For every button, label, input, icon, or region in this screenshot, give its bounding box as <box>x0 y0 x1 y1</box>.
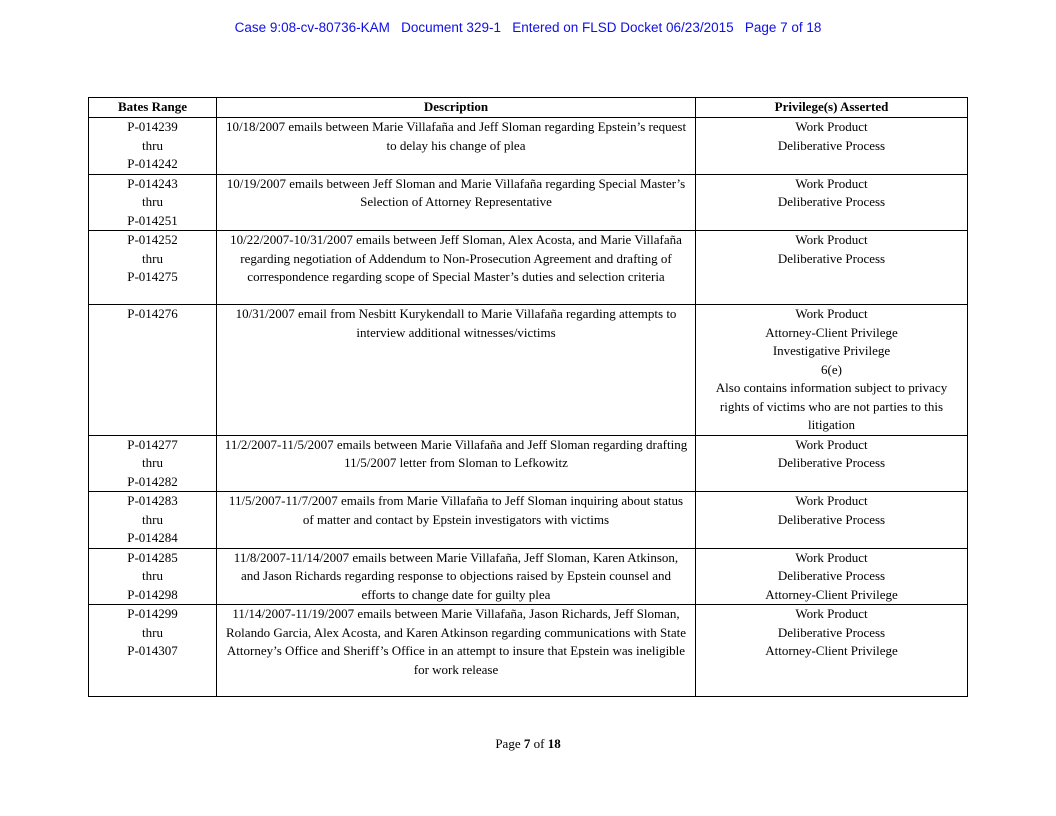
bates-line: P-014275 <box>127 269 178 284</box>
column-header-bates-range: Bates Range <box>89 98 217 118</box>
description-cell: 11/5/2007-11/7/2007 emails from Marie Villafaña to Jeff Sloman inquiring about status of matter and contact by Epstein investigators with victims <box>217 492 696 549</box>
bates-line: thru <box>142 624 163 640</box>
privilege-item: 6(e) <box>821 361 842 377</box>
bates-range-cell <box>89 492 217 549</box>
bates-range-cell <box>89 435 217 492</box>
footer-current-page: 7 <box>523 736 531 751</box>
footer-page-label: Page <box>495 736 524 751</box>
privilege-item: Deliberative Process <box>777 455 886 470</box>
bates-line: thru <box>142 511 163 527</box>
bates-range-cell <box>89 231 217 305</box>
privileges-cell <box>696 435 968 492</box>
bates-range-cell <box>89 174 217 231</box>
bates-line: P-014282 <box>127 473 178 489</box>
privilege-item: Deliberative Process <box>777 511 886 527</box>
description-cell: 10/19/2007 emails between Jeff Sloman and Marie Villafaña regarding Special Master’s Selection of Attorney Representative <box>217 174 696 231</box>
privilege-item: Work Product <box>795 232 868 247</box>
bates-line: P-014239 <box>127 119 178 134</box>
table-header-row <box>89 98 968 118</box>
bates-line: P-014276 <box>127 306 178 321</box>
ecf-case-stamp: Case 9:08-cv-80736-KAM Document 329-1 Entered on FLSD Docket 06/23/2015 Page 7 of 18 <box>234 20 822 35</box>
bates-line: P-014243 <box>127 175 178 191</box>
privilege-item: Work Product <box>795 549 868 565</box>
privilege-item: Work Product <box>795 306 868 321</box>
bates-line: P-014242 <box>127 156 178 171</box>
table-row <box>89 435 968 492</box>
table-row <box>89 605 968 697</box>
privilege-item: Work Product <box>795 119 868 134</box>
privilege-item: Work Product <box>795 493 868 508</box>
privilege-item: Also contains information subject to privacy rights of victims who are not parties to this litigation <box>715 380 948 432</box>
privileges-cell <box>696 605 968 697</box>
footer-of-label: of <box>530 736 548 751</box>
bates-line: thru <box>142 194 163 209</box>
description-cell: 11/2/2007-11/5/2007 emails between Marie Villafaña and Jeff Sloman regarding drafting 11/5/2007 letter from Sloman to Lefkowitz <box>217 435 696 492</box>
bates-line: P-014284 <box>127 530 178 545</box>
privileges-cell <box>696 548 968 605</box>
bates-line: P-014285 <box>127 549 178 565</box>
privileges-cell <box>696 305 968 436</box>
footer-total-pages: 18 <box>547 736 561 751</box>
table-row <box>89 492 968 549</box>
privilege-log-table <box>88 97 968 697</box>
bates-line: thru <box>142 250 163 266</box>
privilege-item: Work Product <box>795 606 868 621</box>
privilege-item: Deliberative Process <box>777 137 886 153</box>
table-row <box>89 548 968 605</box>
table-row <box>89 231 968 305</box>
privileges-cell <box>696 231 968 305</box>
bates-line: P-014251 <box>127 212 178 228</box>
description-cell: 11/8/2007-11/14/2007 emails between Marie Villafaña, Jeff Sloman, Karen Atkinson, and Jason Richards regarding response to objections raised by Epstein counsel and efforts to change date for guilty plea <box>217 548 696 605</box>
privilege-item: Work Product <box>795 436 868 452</box>
privilege-item: Attorney-Client Privilege <box>765 324 898 340</box>
bates-line: P-014252 <box>127 232 178 247</box>
privilege-table-body <box>89 118 968 697</box>
column-header-privileges-asserted: Privilege(s) Asserted <box>696 98 968 118</box>
privilege-item: Investigative Privilege <box>772 343 891 358</box>
table-row <box>89 174 968 231</box>
privilege-item: Deliberative Process <box>777 250 886 266</box>
privilege-item: Deliberative Process <box>777 194 886 209</box>
bates-line: thru <box>142 137 163 153</box>
bates-line: P-014299 <box>127 606 178 621</box>
privilege-item: Attorney-Client Privilege <box>765 643 898 658</box>
privilege-item: Deliberative Process <box>777 624 886 640</box>
description-cell: 10/22/2007-10/31/2007 emails between Jeff Sloman, Alex Acosta, and Marie Villafaña regarding negotiation of Addendum to Non-Prosecution Agreement and drafting of correspondence regarding scope of Special Master’s duties and selection criteria <box>217 231 696 305</box>
bates-range-cell <box>89 118 217 175</box>
privilege-item: Deliberative Process <box>777 568 886 583</box>
bates-line: P-014307 <box>127 643 178 658</box>
bates-range-cell <box>89 305 217 436</box>
bates-line: P-014277 <box>127 436 178 452</box>
description-cell: 10/31/2007 email from Nesbitt Kurykendall to Marie Villafaña regarding attempts to interview additional witnesses/victims <box>217 305 696 436</box>
bates-line: thru <box>142 455 163 470</box>
description-cell: 11/14/2007-11/19/2007 emails between Marie Villafaña, Jason Richards, Jeff Sloman, Rolando Garcia, Alex Acosta, and Karen Atkinson regarding communications with State Attorney’s Office and Sheriff’s Office in an attempt to insure that Epstein was ineligible for work release <box>217 605 696 697</box>
table-row <box>89 305 968 436</box>
bates-range-cell <box>89 548 217 605</box>
privileges-cell <box>696 118 968 175</box>
bates-line: P-014283 <box>127 493 178 508</box>
table-row <box>89 118 968 175</box>
page-number-footer <box>0 736 1056 752</box>
privilege-item: Attorney-Client Privilege <box>765 586 898 602</box>
privileges-cell <box>696 492 968 549</box>
privilege-item: Work Product <box>795 175 868 191</box>
bates-range-cell <box>89 605 217 697</box>
column-header-description: Description <box>217 98 696 118</box>
bates-line: thru <box>142 568 163 583</box>
description-cell: 10/18/2007 emails between Marie Villafaña and Jeff Sloman regarding Epstein’s request to delay his change of plea <box>217 118 696 175</box>
bates-line: P-014298 <box>127 586 178 602</box>
privileges-cell <box>696 174 968 231</box>
